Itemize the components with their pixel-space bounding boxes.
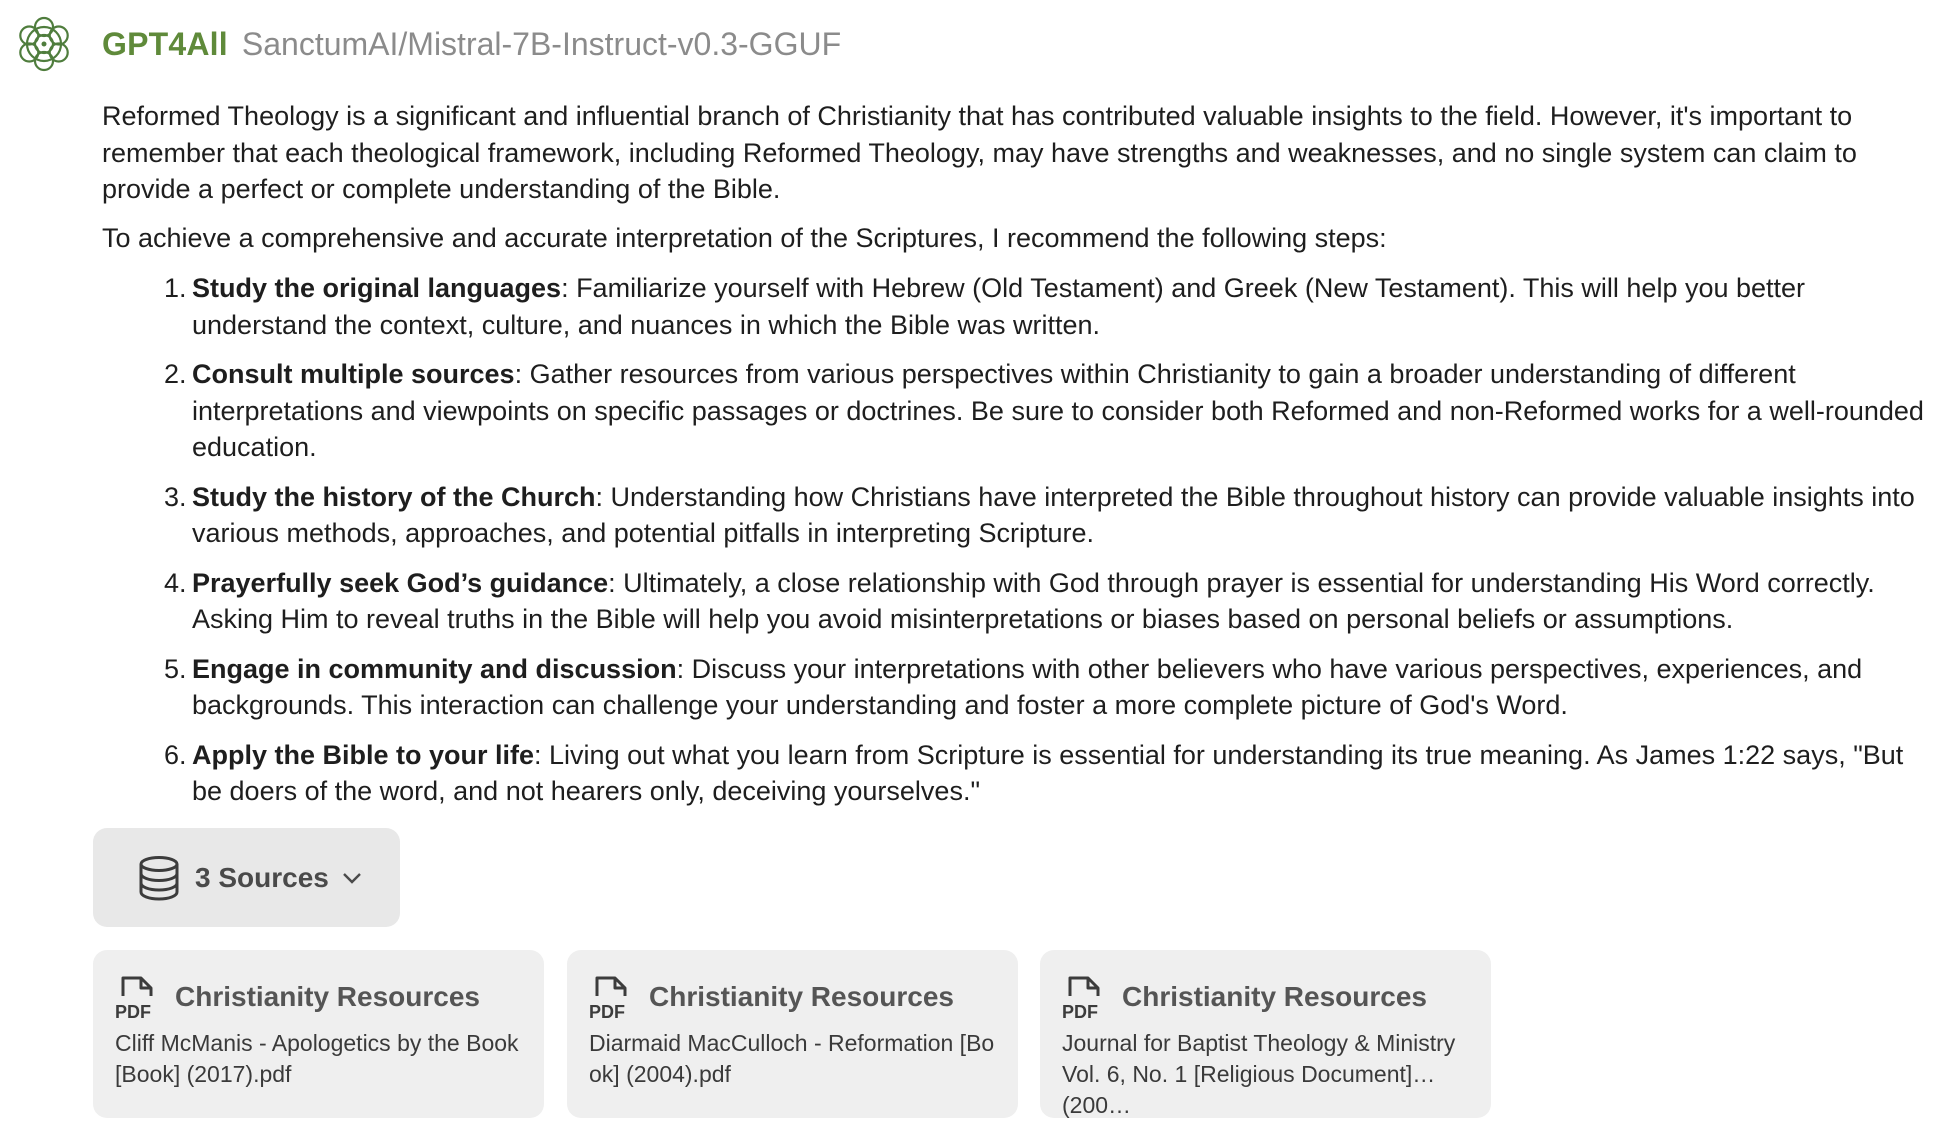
model-name: SanctumAI/Mistral-7B-Instruct-v0.3-GGUF <box>241 25 842 62</box>
step-text: : Familiarize yourself with Hebrew (Old Testament) and Greek (New Testament). This will help you better understand the context, culture, and nuances in which the Bible was written. <box>192 273 1806 340</box>
list-number: 5. <box>164 653 187 684</box>
app-name: GPT4All <box>102 25 228 62</box>
pdf-icon <box>589 974 633 1020</box>
step-text: : Living out what you learn from Scripture is essential for understanding its true meaning. As James 1:22 says, "But be doers of the word, and not hearers only, deceiving yourselves." <box>192 739 1904 806</box>
list-item <box>102 270 1932 343</box>
step-title: Consult multiple sources <box>192 359 515 389</box>
assistant-message <box>102 98 1932 823</box>
database-icon <box>137 855 181 901</box>
message-paragraph: Reformed Theology is a significant and influential branch of Christianity that has contributed valuable insights to the field. However, it's important to remember that each theological framework, including Reformed Theology, may have strengths and weaknesses, and no single system can claim to provide a perfect or complete understanding of the Bible. <box>102 101 1857 204</box>
list-item <box>102 651 1932 724</box>
step-text: : Gather resources from various perspectives within Christianity to gain a broader understanding of different interpretations and viewpoints on specific passages or doctrines. Be sure to consider both Reformed and non-Reformed works for a well-rounded education. <box>192 359 1924 462</box>
message-paragraph: To achieve a comprehensive and accurate interpretation of the Scriptures, I recommend the following steps: <box>102 222 1387 253</box>
step-title: Engage in community and discussion <box>192 653 677 684</box>
list-number: 2. <box>164 359 187 389</box>
source-card-header <box>1062 974 1469 1020</box>
svg-text:PDF: PDF <box>115 1002 151 1022</box>
source-card-filename: Cliff McManis - Apologetics by the Book [Book] (2017).pdf <box>115 1030 519 1087</box>
source-card[interactable] <box>1040 950 1491 1118</box>
source-card-header <box>115 974 522 1020</box>
svg-text:PDF: PDF <box>1062 1002 1098 1022</box>
message-header <box>14 14 841 74</box>
list-number: 4. <box>164 567 187 598</box>
step-title: Apply the Bible to your life <box>192 739 535 770</box>
list-item <box>102 479 1932 552</box>
list-number: 3. <box>164 481 187 512</box>
list-item <box>102 356 1932 466</box>
list-item <box>102 565 1932 638</box>
step-text: : Understanding how Christians have interpreted the Bible throughout history can provide valuable insights into various methods, approaches, and potential pitfalls in interpreting Scripture. <box>192 481 1915 548</box>
source-card-title: Christianity Resources <box>1122 981 1427 1012</box>
step-text: : Ultimately, a close relationship with God through prayer is essential for understanding His Word correctly. Asking Him to reveal truths in the Bible will help you avoid misinterpretations or biases based on personal beliefs or assumptions. <box>192 567 1875 634</box>
source-card-filename: Journal for Baptist Theology & Ministry Vol. 6, No. 1 [Religious Document] (200… <box>1062 1030 1456 1118</box>
source-card-title: Christianity Resources <box>649 981 954 1012</box>
step-title: Prayerfully seek God’s guidance <box>192 567 609 598</box>
chevron-down-icon <box>341 871 363 885</box>
list-item <box>102 737 1932 810</box>
source-card[interactable] <box>567 950 1018 1118</box>
source-card-filename: Diarmaid MacCulloch - Reformation [Book] (2004).pdf <box>589 1030 995 1087</box>
step-title: Study the history of the Church <box>192 481 596 512</box>
gpt4all-logo-icon <box>14 14 74 74</box>
source-card-title: Christianity Resources <box>175 981 480 1012</box>
step-text: : Discuss your interpretations with other believers who have various perspectives, experiences, and backgrounds. This interaction can challenge your understanding and foster a more complete picture of God's Word. <box>192 653 1863 720</box>
svg-text:PDF: PDF <box>589 1002 625 1022</box>
source-card-header <box>589 974 996 1020</box>
steps-list <box>102 270 1932 810</box>
pdf-icon <box>1062 974 1106 1020</box>
pdf-icon <box>115 974 159 1020</box>
source-card[interactable] <box>93 950 544 1118</box>
sources-toggle-button[interactable] <box>93 828 400 927</box>
list-number: 1. <box>164 273 187 303</box>
list-number: 6. <box>164 739 187 770</box>
step-title: Study the original languages <box>192 273 562 303</box>
sources-label: 3 Sources <box>195 861 329 893</box>
